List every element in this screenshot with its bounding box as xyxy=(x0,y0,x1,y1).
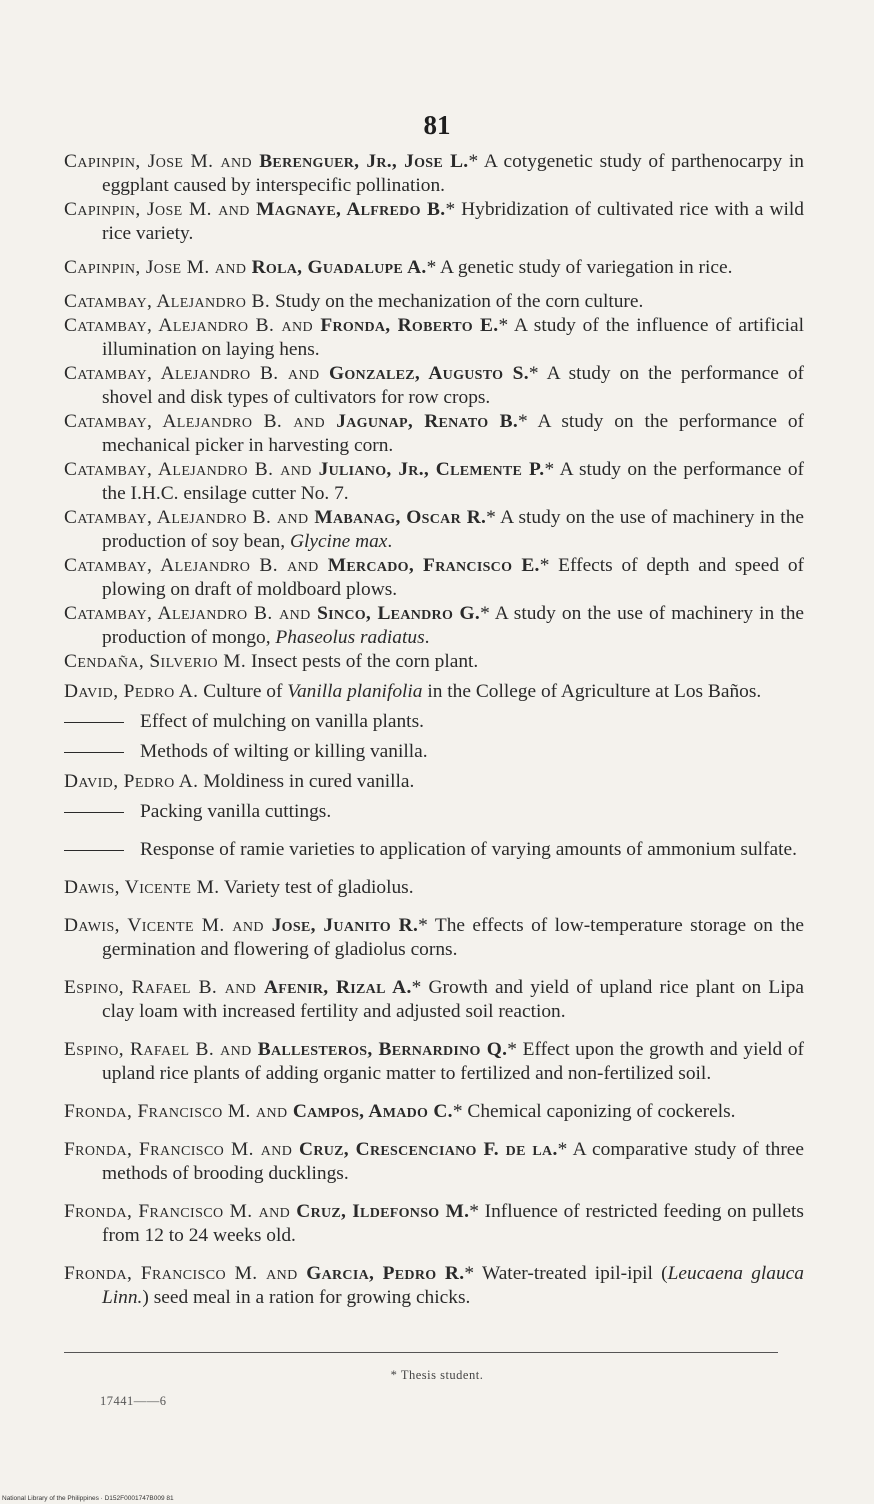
bibliography-entry xyxy=(64,800,804,824)
bibliography-entry xyxy=(64,1100,804,1124)
entry-author: Dawis, Vicente M. and xyxy=(64,915,272,936)
entry-author: Dawis, Vicente M. xyxy=(64,877,220,898)
entry-title: A comparative study of three methods of brooding ducklings. xyxy=(102,1139,804,1184)
entry-title: The effects of low-temperature storage on the germination and flowering of gladiolus corns. xyxy=(102,915,804,960)
bibliography-entry xyxy=(64,876,804,900)
thesis-mark: * xyxy=(498,315,509,336)
thesis-mark: * xyxy=(411,977,422,998)
entry-title: Effect of mulching on vanilla plants. xyxy=(140,711,424,732)
bibliography-entry xyxy=(64,458,804,506)
entry-title: A study on the use of machinery in the production of soy bean, xyxy=(102,507,804,552)
entry-author: Capinpin, Jose M. and xyxy=(64,199,257,220)
entry-title: A cotygenetic study of parthenocarpy in eggplant caused by interspecific pollination. xyxy=(102,151,804,196)
entry-title: Study on the mechanization of the corn culture. xyxy=(275,291,644,312)
bibliography-entry xyxy=(64,506,804,554)
bibliography-entry xyxy=(64,710,804,734)
archive-stamp: National Library of the Philippines · D152F0001747B009 81 xyxy=(2,1495,174,1502)
thesis-mark: * xyxy=(539,555,550,576)
entry-author: Catambay, Alejandro B. and xyxy=(64,507,315,528)
bibliography-entry xyxy=(64,1038,804,1086)
entry-title-end: in the College of Agriculture at Los Baños. xyxy=(422,681,762,702)
entry-title: Insect pests of the corn plant. xyxy=(251,651,479,672)
entry-author: Fronda, Francisco M. and xyxy=(64,1101,293,1122)
entry-author: Catambay, Alejandro B. xyxy=(64,291,271,312)
entry-title: Growth and yield of upland rice plant on Lipa clay loam with increased fertility and adjusted soil reaction. xyxy=(102,977,804,1022)
thesis-mark: * xyxy=(464,1263,475,1284)
bibliography-entry xyxy=(64,914,804,962)
bibliography-entry xyxy=(64,314,804,362)
bibliography-entry xyxy=(64,1200,804,1248)
bibliography-entry xyxy=(64,150,804,198)
bibliography-entry xyxy=(64,680,804,704)
footnote-rule xyxy=(64,1352,778,1353)
entry-author: Catambay, Alejandro B. and xyxy=(64,315,321,336)
entry-coauthor: Jagunap, Renato B. xyxy=(336,411,519,432)
thesis-mark: * xyxy=(452,1101,463,1122)
entry-coauthor: Berenguer, Jr., Jose L. xyxy=(259,151,469,172)
entry-coauthor: Campos, Amado C. xyxy=(292,1101,453,1122)
entry-author: David, Pedro A. xyxy=(64,771,199,792)
entry-title: Response of ramie varieties to application of varying amounts of ammonium sulfate. xyxy=(140,839,797,860)
entry-author: Capinpin, Jose M. and xyxy=(64,257,252,278)
entry-title: Variety test of gladiolus. xyxy=(224,877,414,898)
entry-title: Influence of restricted feeding on pullets from 12 to 24 weeks old. xyxy=(102,1201,804,1246)
entry-title-end: . xyxy=(387,531,393,552)
entry-title: Effect upon the growth and yield of upland rice plants of adding organic matter to fertilized and non-fertilized soil. xyxy=(102,1039,804,1084)
bibliography-entry xyxy=(64,770,804,794)
entry-title-italic: Vanilla planifolia xyxy=(287,681,423,702)
thesis-mark: * xyxy=(486,507,496,528)
bibliography-entry xyxy=(64,602,804,650)
ditto-dash xyxy=(64,812,124,813)
thesis-mark: * xyxy=(468,151,479,172)
entry-coauthor: Rola, Guadalupe A. xyxy=(251,257,427,278)
ditto-dash xyxy=(64,850,124,851)
thesis-mark: * xyxy=(544,459,555,480)
entry-title: Culture of xyxy=(203,681,288,702)
entry-coauthor: Juliano, Jr., Clemente P. xyxy=(318,459,545,480)
entry-coauthor: Afenir, Rizal A. xyxy=(263,977,412,998)
entry-author: Fronda, Francisco M. and xyxy=(64,1263,307,1284)
thesis-mark: * xyxy=(518,411,528,432)
entry-title: Moldiness in cured vanilla. xyxy=(203,771,415,792)
bibliography-entry xyxy=(64,976,804,1024)
entry-title: A study on the performance of mechanical picker in harvesting corn. xyxy=(102,411,804,456)
entry-title: Packing vanilla cuttings. xyxy=(140,801,332,822)
bibliography-entry xyxy=(64,410,804,458)
bibliography-entry xyxy=(64,554,804,602)
ditto-dash xyxy=(64,722,124,723)
thesis-mark: * xyxy=(445,199,456,220)
entry-title: A study on the use of machinery in the production of mongo, xyxy=(102,603,805,648)
bibliography-entry xyxy=(64,650,804,674)
entry-coauthor: Mabanag, Oscar R. xyxy=(314,507,487,528)
entry-title: A study of the influence of artificial illumination on laying hens. xyxy=(102,315,805,360)
page-number: 81 xyxy=(423,110,451,140)
entry-title-italic: Leucaena glauca Linn. xyxy=(102,1263,804,1308)
thesis-mark: * xyxy=(480,603,490,624)
thesis-mark: * xyxy=(426,257,437,278)
entry-coauthor: Gonzalez, Augusto S. xyxy=(328,363,529,384)
entry-title-italic: Glycine max xyxy=(289,531,388,552)
bibliography-list xyxy=(64,150,804,1310)
entry-title: Hybridization of cultivated rice with a wild rice variety. xyxy=(102,199,804,244)
entry-title-italic: Phaseolus radiatus xyxy=(275,627,425,648)
bibliography-entry xyxy=(64,740,804,764)
entry-coauthor: Fronda, Roberto E. xyxy=(320,315,499,336)
entry-coauthor: Mercado, Francisco E. xyxy=(327,555,540,576)
entry-coauthor: Ballesteros, Bernardino Q. xyxy=(257,1039,508,1060)
footnote: * Thesis student. xyxy=(390,1368,484,1382)
entry-title: Chemical caponizing of cockerels. xyxy=(467,1101,736,1122)
thesis-mark: * xyxy=(418,915,428,936)
entry-coauthor: Jose, Juanito R. xyxy=(271,915,419,936)
entry-author: Fronda, Francisco M. and xyxy=(64,1201,297,1222)
entry-coauthor: Garcia, Pedro R. xyxy=(306,1263,465,1284)
bibliography-entry xyxy=(64,1138,804,1186)
entry-coauthor: Sinco, Leandro G. xyxy=(317,603,481,624)
entry-title: Effects of depth and speed of plowing on draft of moldboard plows. xyxy=(102,555,804,600)
entry-author: Catambay, Alejandro B. and xyxy=(64,603,318,624)
entry-title-end: ) seed meal in a ration for growing chicks. xyxy=(142,1287,471,1308)
entry-title: Methods of wilting or killing vanilla. xyxy=(140,741,428,762)
entry-title: Water-treated ipil-ipil ( xyxy=(481,1263,668,1284)
bibliography-entry xyxy=(64,1262,804,1310)
entry-title-end: . xyxy=(424,627,430,648)
entry-title: A study on the performance of the I.H.C. ensilage cutter No. 7. xyxy=(102,459,804,504)
ditto-dash xyxy=(64,752,124,753)
entry-coauthor: Cruz, Crescenciano F. de la. xyxy=(299,1139,558,1160)
entry-author: Cendaña, Silverio M. xyxy=(64,651,247,672)
bibliography-entry xyxy=(64,362,804,410)
thesis-mark: * xyxy=(557,1139,568,1160)
entry-author: Fronda, Francisco M. and xyxy=(64,1139,300,1160)
bibliography-entry xyxy=(64,290,804,314)
entry-author: Catambay, Alejandro B. and xyxy=(64,555,328,576)
thesis-mark: * xyxy=(528,363,539,384)
bibliography-entry xyxy=(64,198,804,246)
bibliography-entry xyxy=(64,256,804,280)
entry-author: Catambay, Alejandro B. and xyxy=(64,411,337,432)
entry-author: Espino, Rafael B. and xyxy=(64,1039,258,1060)
entry-author: Capinpin, Jose M. and xyxy=(64,151,260,172)
thesis-mark: * xyxy=(507,1039,517,1060)
thesis-mark: * xyxy=(469,1201,479,1222)
entry-coauthor: Cruz, Ildefonso M. xyxy=(296,1201,470,1222)
entry-author: Espino, Rafael B. and xyxy=(64,977,264,998)
entry-title: A genetic study of variegation in rice. xyxy=(440,257,733,278)
entry-author: David, Pedro A. xyxy=(64,681,199,702)
printer-signature: 17441——6 xyxy=(100,1394,167,1408)
bibliography-entry xyxy=(64,838,804,862)
entry-author: Catambay, Alejandro B. and xyxy=(64,363,329,384)
entry-coauthor: Magnaye, Alfredo B. xyxy=(256,199,446,220)
entry-title: A study on the performance of shovel and disk types of cultivators for row crops. xyxy=(102,363,805,408)
entry-author: Catambay, Alejandro B. and xyxy=(64,459,319,480)
